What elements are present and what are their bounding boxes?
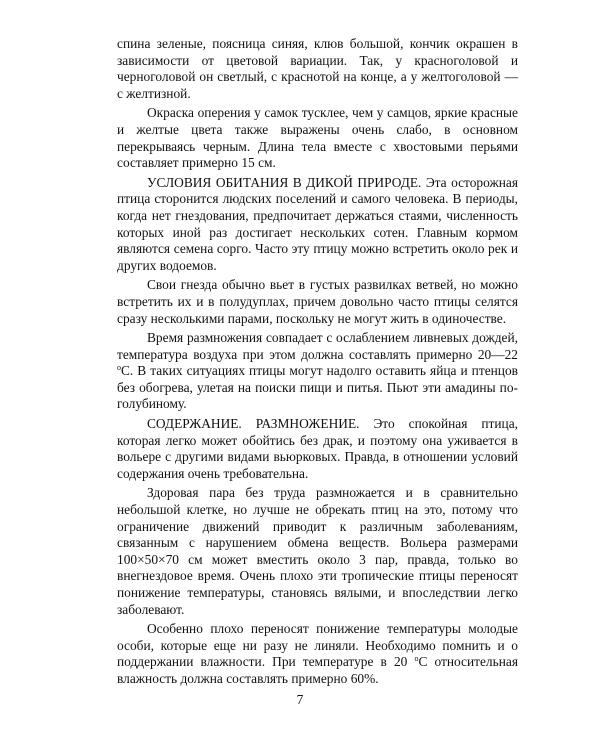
page-number: 7 xyxy=(296,692,304,707)
paragraph: Здоровая пара без труда размножается и в сравнительно небольшой клетке, но лучше не обрекать птиц на это, потому что ограничение движений приводит к различным заболеваниям, связанным с нарушением обмена веществ. Вольера размерами 100×50×70 см может вместить около 3 пар, правда, только во внегнездовое время. Очень плохо эти тропические птицы переносят понижение температуры, становясь вялыми, и впоследствии легко заболевают. xyxy=(117,485,518,617)
page-body xyxy=(117,36,518,691)
paragraph xyxy=(117,330,518,413)
paragraph-text: С. В таких ситуациях птицы могут надолго оставить яйца и птенцов без обогрева, улетая на поиски пищи и питья. Пьют эти амадины по-голубиному. xyxy=(117,363,518,412)
degree-sign: о xyxy=(117,363,121,373)
paragraph-text: С относительная влажность должна составлять примерно 60%. xyxy=(117,654,518,686)
paragraph-text: Особенно плохо переносят понижение температуры молодые особи, которые еще ни разу не линяли. Необходимо помнить и о поддержании влажности. При температуре в 20 xyxy=(117,621,518,670)
paragraph xyxy=(117,621,518,687)
paragraph: спина зеленые, поясница синяя, клюв большой, кончик окрашен в зависимости от цветовой вариации. Так, у красноголовой и черноголовой он светлый, с краснотой на конце, а у желтоголовой — с желтизной. xyxy=(117,36,518,101)
paragraph: Свои гнезда обычно вьет в густых развилках ветвей, но можно встретить их и в полудуплах, причем довольно часто птицы селятся сразу несколькими парами, поскольку не могут жить в одиночестве. xyxy=(117,277,518,326)
paragraph: СОДЕРЖАНИЕ. РАЗМНОЖЕНИЕ. Это спокойная птица, которая легко может обойтись без драк, и поэтому она уживается в вольере с другими видами вьюрковых. Правда, в отношении условий содержания очень требовательна. xyxy=(117,416,518,481)
degree-sign: о xyxy=(414,654,419,664)
paragraph-text: Время размножения совпадает с ослаблением ливневых дождей, температура воздуха при этом должна составлять примерно 20—22 xyxy=(117,330,518,362)
paragraph: Окраска оперения у самок тусклее, чем у самцов, яркие красные и желтые цвета также выражены очень слабо, в основном перекрываясь черным. Длина тела вместе с хвостовыми перьями составляет примерно 15 см. xyxy=(117,105,518,171)
paragraph: УСЛОВИЯ ОБИТАНИЯ В ДИКОЙ ПРИРОДЕ. Эта осторожная птица сторонится людских поселений и самого человека. В периоды, когда нет гнездования, предпочитает держаться стаями, численность которых иной раз достигает нескольких сотен. Главным кормом являются семена сорго. Часто эту птицу можно встретить около рек и других водоемов. xyxy=(117,174,518,273)
